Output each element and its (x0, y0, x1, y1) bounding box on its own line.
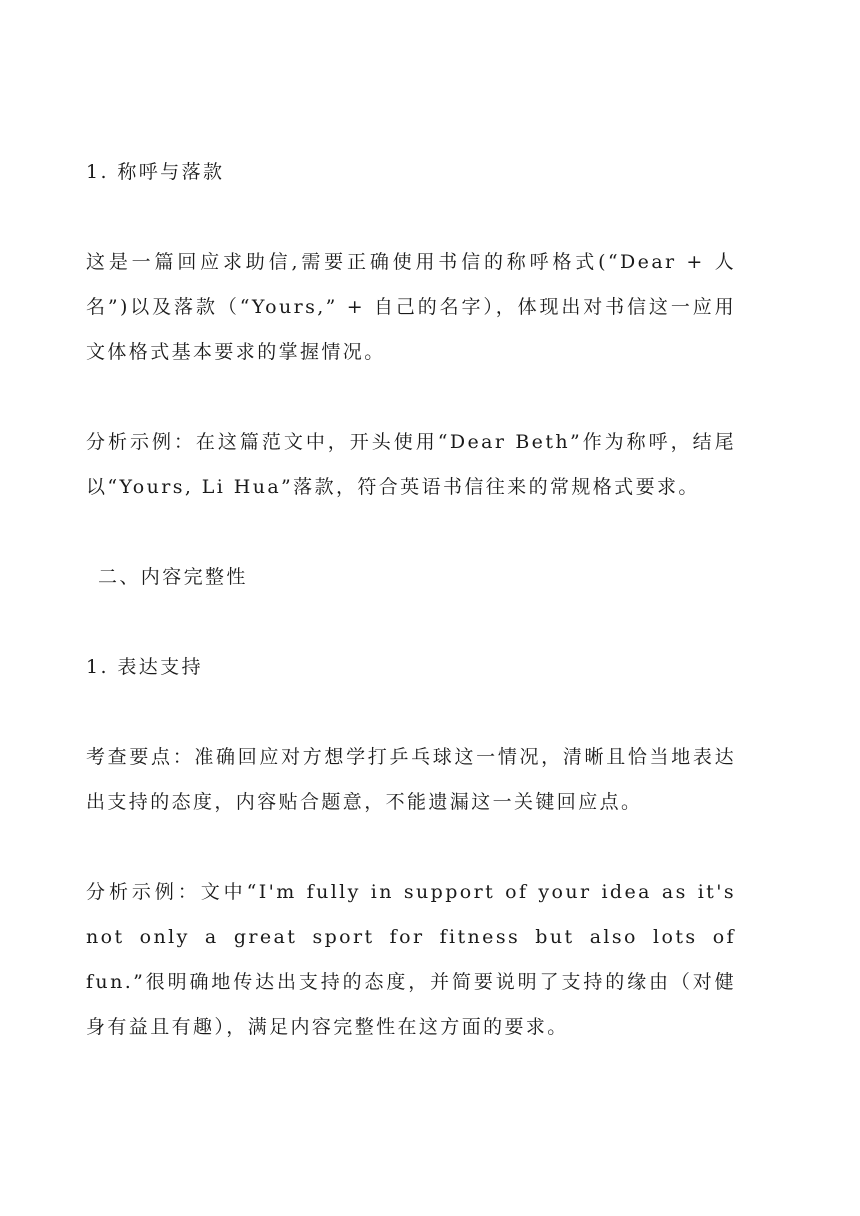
paragraph-support-example: 分析示例：文中“I'm fully in support of your idea as it's not only a great sport for fitness but also lots of fun.”很明确地传达出支持的态度，并简要说明了支持的缘由（对健身有益且有趣），满足内容完整性在这方面的要求。 (86, 881, 736, 1038)
heading-salutation-signature: 1. 称呼与落款 (86, 161, 225, 183)
heading-express-support: 1. 表达支持 (86, 656, 203, 678)
paragraph-key-points: 考查要点：准确回应对方想学打乒乓球这一情况，清晰且恰当地表达出支持的态度，内容贴合题意，不能遗漏这一关键回应点。 (86, 746, 736, 813)
paragraph-format-requirement: 这是一篇回应求助信,需要正确使用书信的称呼格式(“Dear + 人名”)以及落款（“Yours,” + 自己的名字），体现出对书信这一应用文体格式基本要求的掌握情况。 (86, 251, 736, 363)
paragraph-format-example: 分析示例：在这篇范文中，开头使用“Dear Beth”作为称呼，结尾以“Yours, Li Hua”落款，符合英语书信往来的常规格式要求。 (86, 431, 736, 498)
section-title-content-completeness: 二、内容完整性 (98, 566, 248, 588)
